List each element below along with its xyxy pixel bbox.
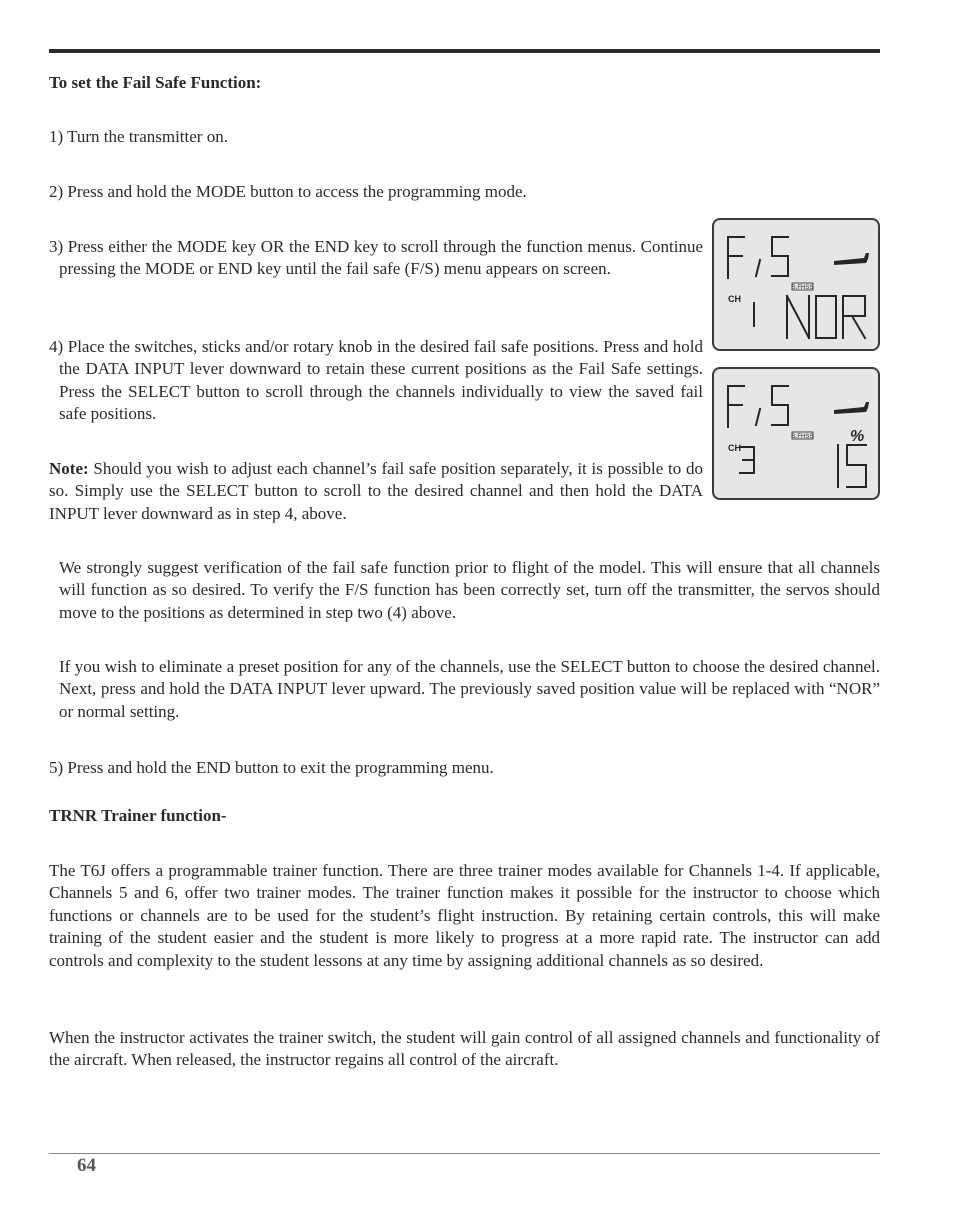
step-3: 3) Press either the MODE key OR the END key to scroll through the function menus. Continue pressing the MODE or END key until the fail safe (F/S) menu appears on screen. <box>49 237 703 279</box>
percent-unit: % <box>850 428 865 445</box>
para-eliminate: If you wish to eliminate a preset position for any of the channels, use the SELECT button to choose the desired channel. Next, press and hold the DATA INPUT lever upward. The previously saved position value will be replaced with “NOR” or normal setting. <box>59 657 880 721</box>
note-paragraph <box>49 458 703 525</box>
lcd-menu-glyph-s <box>772 237 788 276</box>
page-number: 64 <box>77 1155 96 1176</box>
s-fhss-badge: S.FHSS <box>791 285 814 291</box>
lcd-channel-digit-3 <box>740 447 754 473</box>
airplane-icon <box>834 253 869 265</box>
lcd-display-failsafe-ch3 <box>712 367 880 500</box>
note-label: Note: <box>49 459 89 478</box>
lcd-menu-glyph-slash <box>756 409 760 425</box>
lcd-value-glyph-n <box>787 296 809 338</box>
para-trainer-2: When the instructor activates the trainer switch, the student will gain control of all assigned channels and functionality of the aircraft. When released, the instructor regains all control of the aircraft. <box>49 1028 880 1070</box>
bottom-rule <box>49 1153 880 1154</box>
heading-failsafe: To set the Fail Safe Function: <box>49 73 262 92</box>
ch-label: CH <box>728 294 741 304</box>
step-4: 4) Place the switches, sticks and/or rotary knob in the desired fail safe positions. Press and hold the DATA INPUT lever downward to retain these current positions as the Fail Safe settings. Press the SELECT button to scroll through the channels individually to view the saved fail safe positions. <box>49 337 703 424</box>
step-5: 5) Press and hold the END button to exit the programming menu. <box>49 758 494 777</box>
lcd-menu-glyph-slash <box>756 260 760 276</box>
top-rule <box>49 49 880 53</box>
para-trainer-1: The T6J offers a programmable trainer function. There are three trainer modes available for Channels 1-4. If applicable, Channels 5 and 6, offer two trainer modes. The trainer function makes it possible for the instructor to choose which functions or channels are to be used for the student’s flight instruction. By retaining certain controls, this will make training of the student easier and the student is more likely to progress at a more rapid rate. The instructor can add controls and complexity to the student lessons at any time by assigning additional channels as so desired. <box>49 861 880 970</box>
step-2: 2) Press and hold the MODE button to access the programming mode. <box>49 182 527 201</box>
airplane-icon <box>834 402 869 414</box>
s-fhss-badge: S.FHSS <box>791 434 814 440</box>
ch-label: CH <box>728 443 741 453</box>
lcd-value-glyph-r <box>843 296 865 338</box>
heading-trainer: TRNR Trainer function- <box>49 806 227 825</box>
lcd-value-glyph-o <box>816 296 836 338</box>
lcd-display-failsafe-ch1 <box>712 218 880 351</box>
lcd-menu-glyph-s <box>772 386 788 425</box>
lcd-menu-glyph-f <box>728 386 744 427</box>
step-1: 1) Turn the transmitter on. <box>49 127 228 146</box>
lcd-menu-glyph-f <box>728 237 744 278</box>
lcd-value-glyph-5 <box>847 445 866 487</box>
note-text: Should you wish to adjust each channel’s fail safe position separately, it is possible to do so. Simply use the SELECT button to scroll to the desired channel and then hold the DATA INPUT lever downward as in step 4, above. <box>49 459 703 523</box>
para-verify: We strongly suggest verification of the fail safe function prior to flight of the model. This will ensure that all channels will function as so desired. To verify the F/S function has been correctly set, turn off the transmitter, the servos should move to the positions as determined in step two (4) above. <box>59 558 880 622</box>
